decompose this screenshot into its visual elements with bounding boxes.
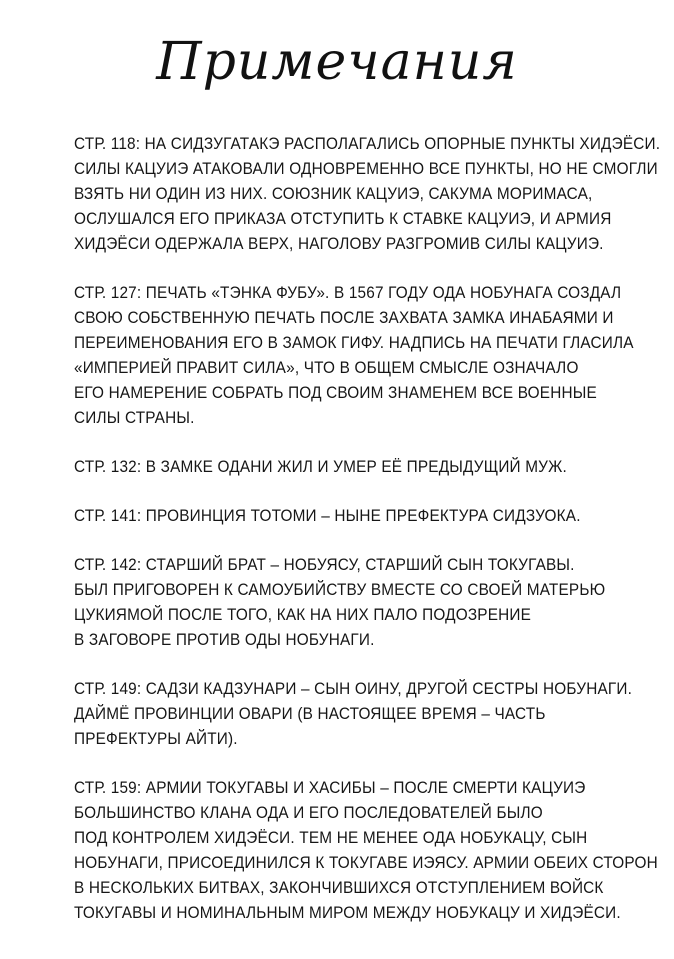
- note-line: В НЕСКОЛЬКИХ БИТВАХ, ЗАКОНЧИВШИХСЯ ОТСТУПЛЕНИЕМ ВОЙСК: [74, 879, 604, 897]
- note-line: ПЕРЕИМЕНОВАНИЯ ЕГО В ЗАМОК ГИФУ. НАДПИСЬ НА ПЕЧАТИ ГЛАСИЛА: [74, 334, 634, 352]
- note-line: «ИМПЕРИЕЙ ПРАВИТ СИЛА», ЧТО В ОБЩЕМ СМЫСЛЕ ОЗНАЧАЛО: [74, 359, 579, 377]
- note-entry: [74, 504, 654, 529]
- note-line: ХИДЭЁСИ ОДЕРЖАЛА ВЕРХ, НАГОЛОВУ РАЗГРОМИВ СИЛЫ КАЦУИЭ.: [74, 235, 604, 253]
- note-line: СТР. 159: АРМИИ ТОКУГАВЫ И ХАСИБЫ – ПОСЛЕ СМЕРТИ КАЦУИЭ: [74, 779, 586, 797]
- note-entry: [74, 553, 654, 653]
- note-entry: [74, 677, 654, 752]
- note-line: ВЗЯТЬ НИ ОДИН ИЗ НИХ. СОЮЗНИК КАЦУИЭ, САКУМА МОРИМАСА,: [74, 185, 593, 203]
- note-entry: [74, 776, 658, 926]
- note-line: ЕГО НАМЕРЕНИЕ СОБРАТЬ ПОД СВОИМ ЗНАМЕНЕМ ВСЕ ВОЕННЫЕ: [74, 384, 597, 402]
- notes-list: [74, 132, 661, 950]
- note-line: СТР. 141: ПРОВИНЦИЯ ТОТОМИ – НЫНЕ ПРЕФЕКТУРА СИДЗУОКА.: [74, 507, 581, 525]
- note-line: СТР. 149: САДЗИ КАДЗУНАРИ – СЫН ОИНУ, ДРУГОЙ СЕСТРЫ НОБУНАГИ.: [74, 680, 633, 698]
- note-line: СИЛЫ СТРАНЫ.: [74, 409, 195, 427]
- page-title: Примечания: [156, 32, 518, 92]
- note-line: В ЗАГОВОРЕ ПРОТИВ ОДЫ НОБУНАГИ.: [74, 631, 375, 649]
- note-line: ПОД КОНТРОЛЕМ ХИДЭЁСИ. ТЕМ НЕ МЕНЕЕ ОДА НОБУКАЦУ, СЫН: [74, 829, 588, 847]
- note-line: СТР. 132: В ЗАМКЕ ОДАНИ ЖИЛ И УМЕР ЕЁ ПРЕДЫДУЩИЙ МУЖ.: [74, 458, 567, 476]
- note-line: СВОЮ СОБСТВЕННУЮ ПЕЧАТЬ ПОСЛЕ ЗАХВАТА ЗАМКА ИНАБАЯМИ И: [74, 309, 614, 327]
- note-line: НОБУНАГИ, ПРИСОЕДИНИЛСЯ К ТОКУГАВЕ ИЭЯСУ. АРМИИ ОБЕИХ СТОРОН: [74, 854, 658, 872]
- note-line: ДАЙМЁ ПРОВИНЦИИ ОВАРИ (В НАСТОЯЩЕЕ ВРЕМЯ – ЧАСТЬ: [74, 705, 546, 723]
- note-line: ОСЛУШАЛСЯ ЕГО ПРИКАЗА ОТСТУПИТЬ К СТАВКЕ КАЦУИЭ, И АРМИЯ: [74, 210, 612, 228]
- note-entry: [74, 132, 661, 257]
- note-line: СИЛЫ КАЦУИЭ АТАКОВАЛИ ОДНОВРЕМЕННО ВСЕ ПУНКТЫ, НО НЕ СМОГЛИ: [74, 160, 658, 178]
- note-line: СТР. 142: СТАРШИЙ БРАТ – НОБУЯСУ, СТАРШИЙ СЫН ТОКУГАВЫ.: [74, 556, 575, 574]
- note-line: ПРЕФЕКТУРЫ АЙТИ).: [74, 730, 238, 748]
- note-line: СТР. 118: НА СИДЗУГАТАКЭ РАСПОЛАГАЛИСЬ ОПОРНЫЕ ПУНКТЫ ХИДЭЁСИ.: [74, 135, 661, 153]
- note-line: ТОКУГАВЫ И НОМИНАЛЬНЫМ МИРОМ МЕЖДУ НОБУКАЦУ И ХИДЭЁСИ.: [74, 904, 621, 922]
- note-entry: [74, 455, 654, 480]
- note-line: СТР. 127: ПЕЧАТЬ «ТЭНКА ФУБУ». В 1567 ГОДУ ОДА НОБУНАГА СОЗДАЛ: [74, 284, 622, 302]
- note-line: БОЛЬШИНСТВО КЛАНА ОДА И ЕГО ПОСЛЕДОВАТЕЛЕЙ БЫЛО: [74, 804, 543, 822]
- note-line: БЫЛ ПРИГОВОРЕН К САМОУБИЙСТВУ ВМЕСТЕ СО СВОЕЙ МАТЕРЬЮ: [74, 581, 606, 599]
- note-entry: [74, 281, 654, 431]
- note-line: ЦУКИЯМОЙ ПОСЛЕ ТОГО, КАК НА НИХ ПАЛО ПОДОЗРЕНИЕ: [74, 606, 532, 624]
